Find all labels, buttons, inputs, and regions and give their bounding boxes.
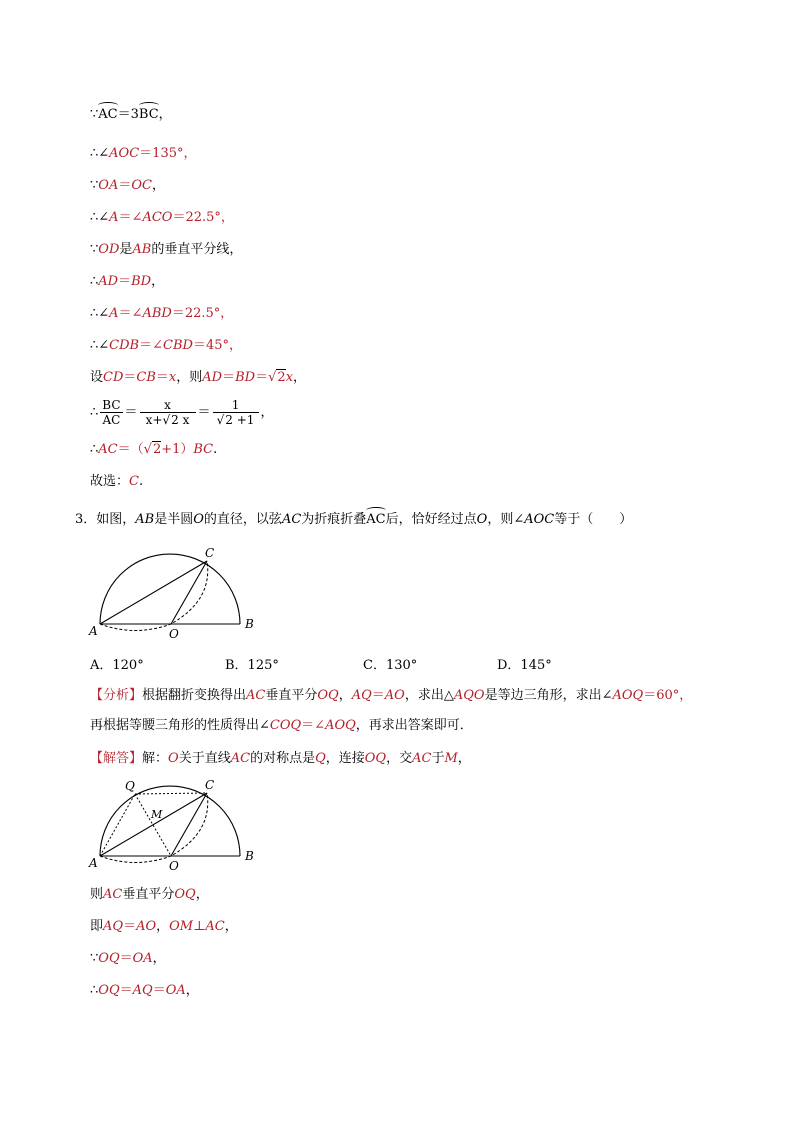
var: ACO xyxy=(142,210,173,225)
analysis-line-2 xyxy=(90,717,473,735)
var: AQ xyxy=(103,919,124,934)
var: A xyxy=(109,210,119,225)
var: BC xyxy=(193,442,214,457)
sqrt-icon: √ xyxy=(143,442,152,457)
text: 则 xyxy=(90,887,104,902)
text: ＝ xyxy=(118,178,132,193)
text: ＝ xyxy=(222,370,236,385)
var: OQ xyxy=(98,951,120,966)
text: ，则 xyxy=(176,370,203,385)
text: ∴ xyxy=(90,405,99,420)
var: CB xyxy=(136,370,156,385)
analysis-tag: 【分析】 xyxy=(90,688,143,703)
segment-oc xyxy=(171,561,207,624)
text: ＝（ xyxy=(117,442,144,457)
text: ， xyxy=(293,370,307,385)
option-a[interactable]: A．120° xyxy=(90,658,144,673)
label-o: O xyxy=(169,627,179,641)
text: 是 xyxy=(119,242,133,257)
option-d[interactable]: D．145° xyxy=(497,658,552,673)
var: OC xyxy=(131,178,152,193)
text: ∴∠ xyxy=(90,306,110,321)
text: ＝135°， xyxy=(139,146,197,161)
text: 的直径，以弦 xyxy=(203,512,282,527)
var: AQ xyxy=(132,983,153,998)
figure-1 xyxy=(85,544,265,644)
sqrt-icon: √ xyxy=(216,413,225,427)
var: OA xyxy=(165,983,186,998)
text: ，再求出答案即可． xyxy=(355,718,473,733)
text: ，连接 xyxy=(325,751,365,766)
semicircle-arc xyxy=(100,554,240,624)
var: OQ xyxy=(317,688,339,703)
text: . xyxy=(138,474,144,489)
text: ， xyxy=(338,688,352,703)
solution-line-11 xyxy=(90,441,217,459)
var: BD xyxy=(235,370,256,385)
folded-arc-dashed xyxy=(100,561,208,631)
var: AOC xyxy=(109,146,140,161)
label-a: A xyxy=(89,856,98,870)
var: AC xyxy=(412,751,432,766)
text: ， xyxy=(260,405,274,420)
text: ∴∠ xyxy=(90,338,110,353)
var: AD xyxy=(98,274,119,289)
arc-bc: BC xyxy=(138,107,159,122)
text: ∴ xyxy=(90,274,99,289)
solution-line-10 xyxy=(90,396,274,430)
because-symbol: ∵ xyxy=(90,107,99,122)
label-b: B xyxy=(245,617,254,631)
text: ， xyxy=(156,919,170,934)
text: ＝∠ xyxy=(118,306,143,321)
text: 于 xyxy=(431,751,445,766)
text: ∵ xyxy=(90,178,99,193)
solution-header xyxy=(90,750,471,768)
solution-line-2 xyxy=(90,145,197,163)
text: ， xyxy=(195,887,209,902)
text: 故选： xyxy=(90,474,130,489)
text: 垂直平分 xyxy=(265,688,318,703)
var: AC xyxy=(98,442,118,457)
var: AC xyxy=(281,512,302,527)
var: OA xyxy=(98,178,119,193)
var: COQ xyxy=(269,718,302,733)
chord-ac xyxy=(100,793,207,856)
var: AD xyxy=(202,370,223,385)
after-line-2 xyxy=(90,918,238,936)
question-3 xyxy=(75,511,632,529)
solution-tag: 【解答】 xyxy=(90,751,143,766)
text: 垂直平分 xyxy=(122,887,175,902)
text: 为折痕折叠 xyxy=(301,512,367,527)
var: AOQ xyxy=(612,688,644,703)
var: CDB xyxy=(109,338,140,353)
var: AQ xyxy=(351,688,372,703)
text: ， xyxy=(457,751,471,766)
var: x xyxy=(168,370,177,385)
solution-line-8 xyxy=(90,337,242,355)
var: AC xyxy=(205,919,225,934)
semicircle-arc xyxy=(100,786,240,856)
var: CBD xyxy=(163,338,193,353)
text: ⊥ xyxy=(193,919,206,934)
text: ∴ xyxy=(90,442,99,457)
var: OQ xyxy=(174,887,196,902)
text: . xyxy=(213,442,218,457)
var: Q xyxy=(315,751,326,766)
text: ∵ xyxy=(90,951,99,966)
after-line-3 xyxy=(90,950,166,968)
var: OQ xyxy=(364,751,387,766)
text: 是半圆 xyxy=(154,512,194,527)
fraction-bc-ac xyxy=(100,398,122,427)
text: 即 xyxy=(90,919,104,934)
text: ＝∠ xyxy=(301,718,326,733)
chord-ac xyxy=(100,561,207,624)
text: ＝45°， xyxy=(192,338,242,353)
text: 等于（ ） xyxy=(554,512,633,527)
solution-line-4 xyxy=(90,209,234,227)
label-o: O xyxy=(169,859,179,873)
var: AQO xyxy=(453,688,485,703)
text: ，则∠ xyxy=(487,512,525,527)
text: ＝ xyxy=(118,274,132,289)
text: ， xyxy=(224,919,238,934)
text: ＝ xyxy=(197,405,211,420)
text: ＝22.5°， xyxy=(172,210,234,225)
solution-line-7 xyxy=(90,305,233,323)
text: ＝ xyxy=(119,951,133,966)
text: ＝∠ xyxy=(118,210,143,225)
label-c: C xyxy=(205,546,215,560)
option-b[interactable]: B．125° xyxy=(225,658,279,673)
label-q: Q xyxy=(125,779,135,793)
solution-line-1 xyxy=(90,106,172,124)
label-c: C xyxy=(205,778,215,792)
var: AO xyxy=(384,688,405,703)
text: +1 xyxy=(232,413,255,427)
denominator xyxy=(213,413,259,427)
text: ∴ xyxy=(90,983,99,998)
text: ， xyxy=(152,951,166,966)
numerator: 1 xyxy=(213,398,259,413)
var: AOQ xyxy=(325,718,356,733)
label-m: M xyxy=(151,808,163,821)
var: A xyxy=(109,306,119,321)
segment-oc xyxy=(171,793,207,856)
text: ＝ xyxy=(123,370,137,385)
var: AC xyxy=(246,688,266,703)
text: ＝ xyxy=(371,688,385,703)
numerator: BC xyxy=(102,398,121,412)
question-number: 3．如图， xyxy=(75,512,136,527)
var: O xyxy=(193,512,204,527)
text: ＝60°， xyxy=(643,688,693,703)
text: ， xyxy=(151,274,165,289)
text: 再根据等腰三角形的性质得出∠ xyxy=(90,718,270,733)
text: ＝3 xyxy=(117,107,139,122)
var: OA xyxy=(132,951,153,966)
var: M xyxy=(444,751,458,766)
text: ，求出△ xyxy=(404,688,454,703)
figure-2 xyxy=(85,776,265,876)
var: CD xyxy=(103,370,124,385)
text: 是等边三角形，求出∠ xyxy=(484,688,613,703)
var: OQ xyxy=(98,983,120,998)
fraction-one xyxy=(213,398,259,427)
var: O xyxy=(168,751,179,766)
var: AB xyxy=(132,242,152,257)
after-line-4 xyxy=(90,982,199,1000)
text: ＝∠ xyxy=(139,338,164,353)
arc-ac: AC xyxy=(366,512,386,527)
sqrt-content: 2 xyxy=(171,413,179,427)
arc-ac: AC xyxy=(98,107,118,122)
text: 关于直线 xyxy=(178,751,231,766)
analysis-line-1 xyxy=(90,687,692,705)
fraction-x xyxy=(140,398,196,427)
text: ， xyxy=(151,178,165,193)
var: ABD xyxy=(142,306,172,321)
label-a: A xyxy=(89,624,98,638)
text: ，交 xyxy=(386,751,413,766)
sqrt-icon: √ xyxy=(162,413,171,427)
text: ， xyxy=(185,983,199,998)
text: 设 xyxy=(90,370,104,385)
var: AC xyxy=(230,751,251,766)
text: 的对称点是 xyxy=(250,751,316,766)
sqrt-content: 2 xyxy=(277,370,286,385)
solution-line-3 xyxy=(90,177,165,195)
var: AC xyxy=(103,887,123,902)
var: AO xyxy=(136,919,157,934)
var: OM xyxy=(169,919,194,934)
text: 的垂直平分线， xyxy=(151,242,243,257)
sqrt-content: 2 xyxy=(152,442,162,457)
text: ＝ xyxy=(124,405,138,420)
text: ＝ xyxy=(152,983,166,998)
denominator: AC xyxy=(102,413,121,427)
var: O xyxy=(476,512,488,527)
segment-qc-dashed xyxy=(135,793,207,794)
text: ＝ xyxy=(119,983,133,998)
answer: C xyxy=(129,474,139,489)
var: BD xyxy=(131,274,152,289)
option-c[interactable]: C．130° xyxy=(363,658,418,673)
var: AB xyxy=(135,512,155,527)
label-b: B xyxy=(245,849,254,863)
text: ＝22.5°， xyxy=(171,306,234,321)
text: ＝ xyxy=(255,370,269,385)
after-line-1 xyxy=(90,886,209,904)
solution-line-12 xyxy=(90,473,143,491)
text: x xyxy=(178,413,190,427)
var: AOC xyxy=(524,512,555,527)
text: 解： xyxy=(142,751,169,766)
text: ， xyxy=(158,107,172,122)
text: 根据翻折变换得出 xyxy=(142,688,247,703)
solution-line-6 xyxy=(90,273,164,291)
text: ＝ xyxy=(123,919,137,934)
text: ∴∠ xyxy=(90,210,110,225)
var: x xyxy=(285,370,294,385)
var: OD xyxy=(98,242,120,257)
denominator xyxy=(140,413,196,427)
text: ∵ xyxy=(90,242,99,257)
numerator: x xyxy=(140,398,196,413)
segment-aq-dashed xyxy=(100,794,135,856)
text: 后，恰好经过点 xyxy=(385,512,477,527)
sqrt-content: 2 xyxy=(225,413,233,427)
text: ＝ xyxy=(155,370,169,385)
text: x+ xyxy=(145,413,163,427)
solution-line-9 xyxy=(90,369,306,387)
solution-line-5 xyxy=(90,241,242,259)
sqrt-icon: √ xyxy=(268,370,277,385)
text: +1） xyxy=(161,442,194,457)
text: ∴∠ xyxy=(90,146,110,161)
